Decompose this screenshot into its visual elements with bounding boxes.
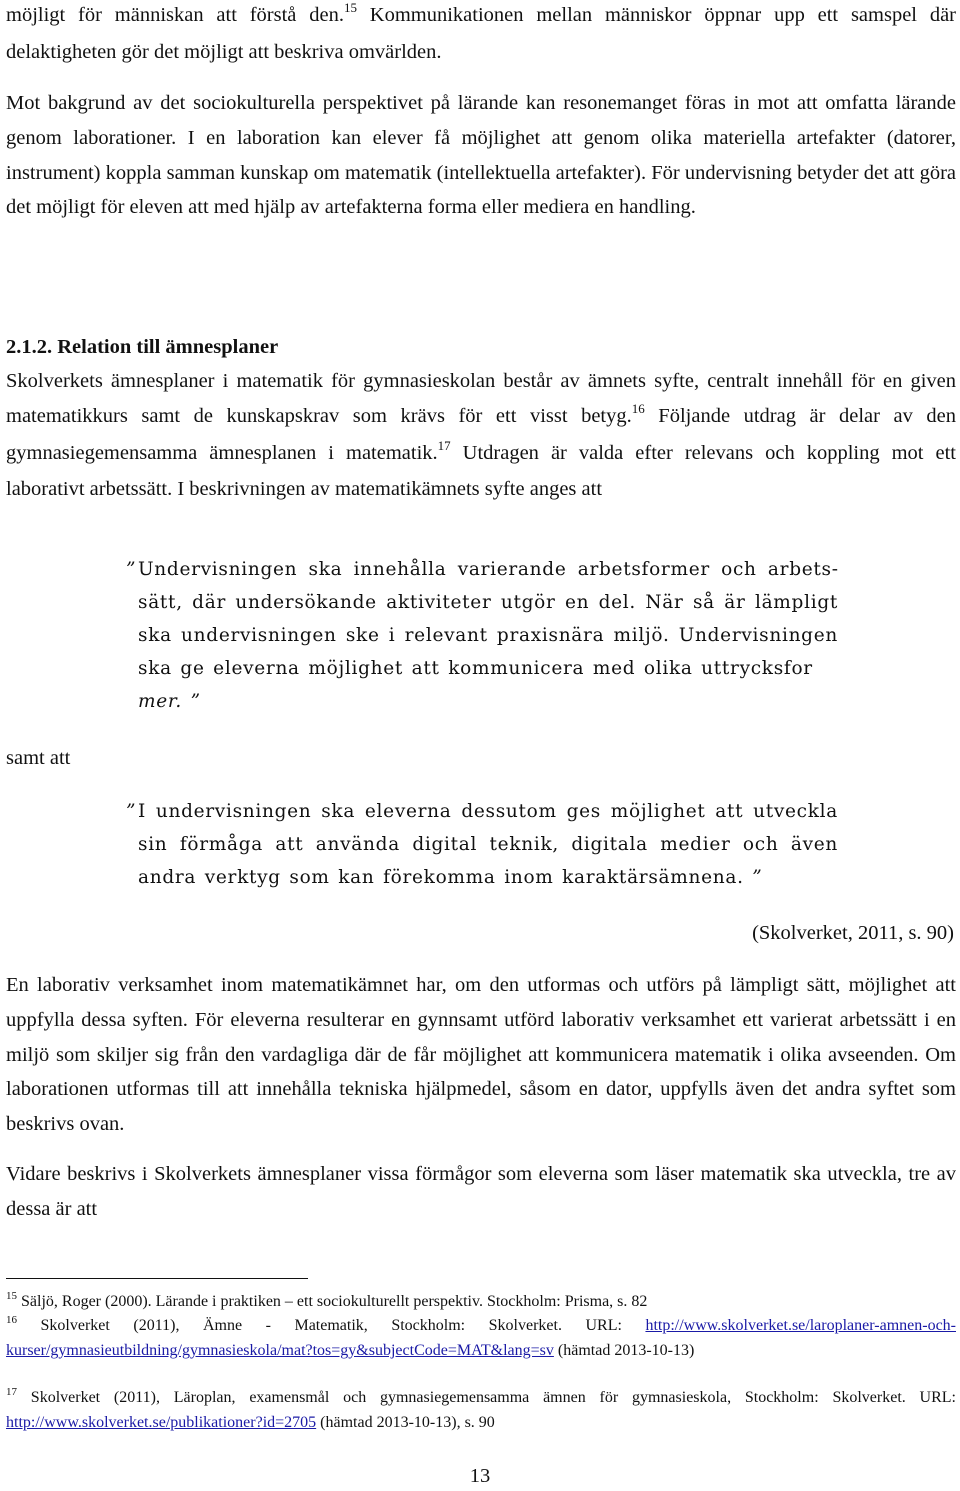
section-title: Relation till ämnesplaner <box>57 336 279 358</box>
footnote-text: Skolverket (2011), Läroplan, examensmål och gymnasiegemensamma ämnen för gymnasieskola, Stockholm: Skolverket. URL: <box>17 1389 956 1406</box>
footnote-number: 16 <box>6 1314 17 1326</box>
paragraph-subject-plans <box>6 364 956 507</box>
paragraph-subject-plans-text-2: Följande utdrag är delar av den gymnasiegemensamma ämnesplanen i matematik. <box>6 404 956 464</box>
quote-close-mark: ” <box>190 691 201 712</box>
footnote-text-after: (hämtad 2013-10-13) <box>553 1342 695 1359</box>
paragraph-intro <box>6 0 956 70</box>
connector-text: samt att <box>6 747 71 769</box>
footnote-text: Skolverket (2011), Ämne - Matematik, Stockholm: Skolverket. URL: <box>17 1317 646 1334</box>
footnote-link[interactable]: http://www.skolverket.se/publikationer?id=2705 <box>6 1414 317 1431</box>
footnote-17 <box>6 1386 956 1435</box>
block-quote-digital <box>126 795 838 894</box>
paragraph-laborative-activity: En laborativ verksamhet inom matematikämnet har, om den utformas och utförs på lämpligt sätt, möjlighet att uppfylla dessa syften. För eleverna resulterar en gynnsamt utförd laborativ verksamhet ett varierat arbetssätt i en miljö som skiljer sig från den vardagliga där de får möjlighet att kommunicera matematik i olika avseenden. Om laborationen utformas till att innehålla tekniska hjälpmedel, såsom en dator, uppfylls även det andra syftet som beskrivs ovan. <box>6 974 956 1136</box>
paragraph-intro-text-continued: Kommunikationen mellan människor öppnar upp ett samspel där delaktigheten gör det möjligt att beskriva omvärlden. <box>6 4 956 63</box>
footnote-number: 15 <box>6 1290 17 1302</box>
paragraph-abilities: Vidare beskrivs i Skolverkets ämnesplaner vissa förmågor som eleverna som läser matematik ska utveckla, tre av dessa är att <box>6 1163 956 1220</box>
quote-text: Undervisningen ska innehålla varierande arbetsformer och arbetssätt, där undersökande aktiviteter utgör en del. När så är lämpligt ska undervisningen ske i relevant praxisnära miljö. Undervisningen ska ge eleverna möjlighet att kommunicera med olika uttrycksfor <box>138 559 838 679</box>
quote-text: I undervisningen ska eleverna dessutom ges möjlighet att utveckla sin förmåga att använda digital teknik, digitala medier och även andra verktyg som kan förekomma inom karaktärsämnena. <box>138 801 838 888</box>
paragraph-subject-plans-text-3: Utdragen är valda efter relevans och koppling mot ett laborativt arbetssätt. I beskrivningen av matematikämnets syfte anges att <box>6 441 956 501</box>
footnote-text-after: (hämtad 2013-10-13), s. 90 <box>316 1414 495 1431</box>
paragraph-subject-plans-text: Skolverkets ämnesplaner i matematik för gymnasieskolan består av ämnets syfte, centralt innehåll för en given matematikkurs samt de kunskapskrav som krävs för ett visst betyg. <box>6 370 956 427</box>
footnote-ref-16[interactable]: 16 <box>631 400 645 416</box>
footnote-divider <box>6 1278 308 1279</box>
paragraph-laboration: Mot bakgrund av det sociokulturella perspektivet på lärande kan resonemanget föras in mot att omfatta lärande genom laborationer. I en laboration kan elever få möjlighet att genom olika materiella artefakter (datorer, instrument) koppla samman kunskap om matematik (intellektuella artefakter). För undervisning betyder det att göra det möjligt för eleven att med hjälp av artefakterna forma eller mediera en handling. <box>6 92 956 219</box>
footnote-16 <box>6 1314 956 1363</box>
footnote-number: 17 <box>6 1386 17 1398</box>
paragraph-intro-text: möjligt för människan att förstå den. <box>6 4 344 26</box>
quote-citation: (Skolverket, 2011, s. 90) <box>752 922 954 944</box>
quote-close-mark: ” <box>752 867 763 888</box>
page-number: 13 <box>469 1465 491 1487</box>
quote-open-mark: ” <box>126 801 137 822</box>
footnote-15 <box>6 1290 956 1315</box>
section-heading <box>6 330 278 364</box>
quote-last-word: mer. <box>138 691 182 712</box>
section-number: 2.1.2. <box>6 336 53 358</box>
quote-open-mark: ” <box>126 559 137 580</box>
footnote-text: Säljö, Roger (2000). Lärande i praktiken – ett sociokulturellt perspektiv. Stockholm: Prisma, s. 82 <box>17 1293 648 1310</box>
footnote-ref-15[interactable]: 15 <box>343 0 357 15</box>
block-quote-work-forms <box>126 553 838 718</box>
footnote-link[interactable]: http://www.skolverket.se/laroplaner-amnen-och-kurser/gymnasieutbildning/gymnasieskola/mat?tos=gy&subjectCode=MAT&lang=sv <box>6 1317 956 1359</box>
footnote-ref-17[interactable]: 17 <box>437 437 451 453</box>
